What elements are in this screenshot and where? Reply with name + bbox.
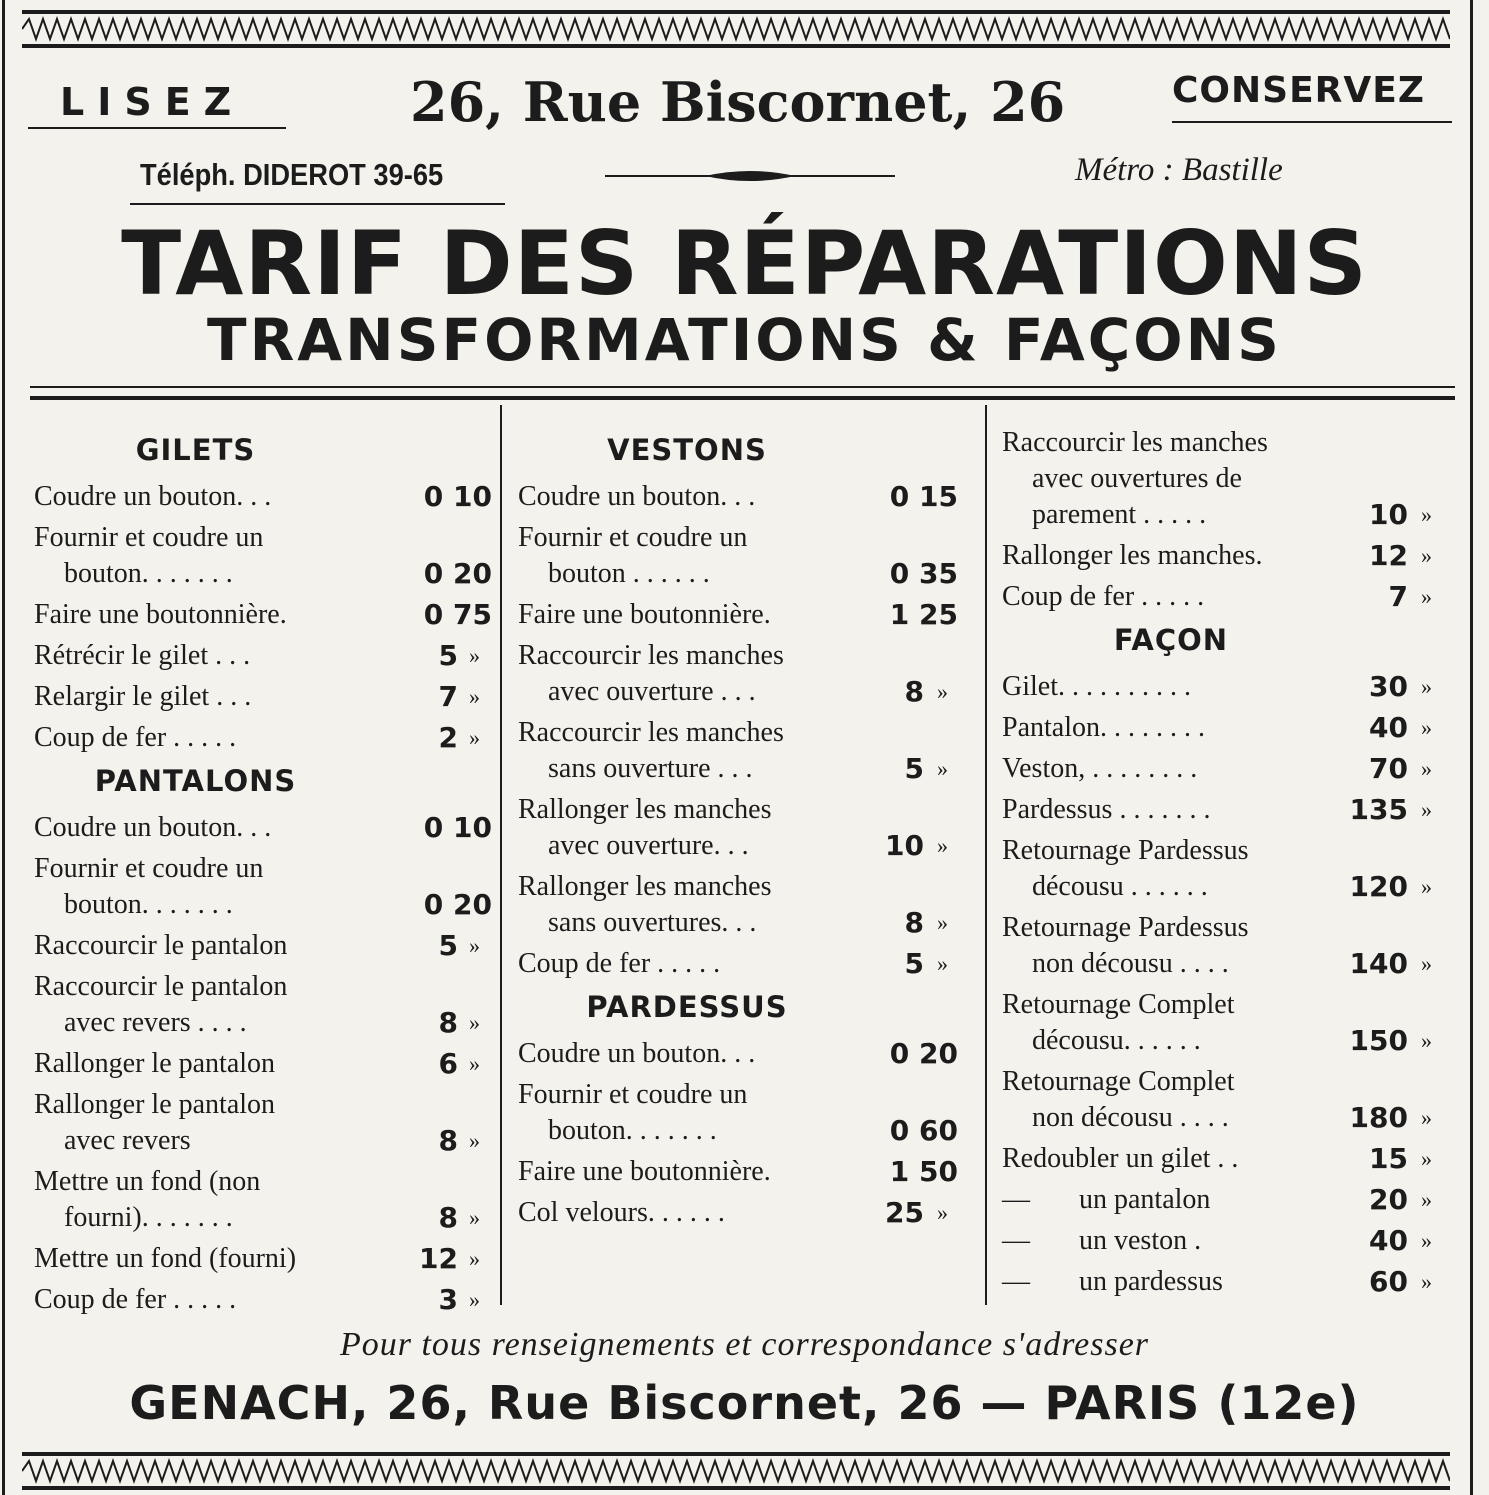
ditto-mark: » <box>469 1246 480 1271</box>
tariff-row <box>34 810 492 846</box>
description-line: Mettre un fond (non <box>34 1166 261 1197</box>
ditto-mark: » <box>937 1200 948 1225</box>
description-line: Retournage Pardessus <box>1002 835 1249 866</box>
description-line: Fournir et coudre un <box>518 1079 748 1110</box>
ditto-mark: » <box>1421 543 1432 568</box>
item-price: 70 <box>1369 752 1408 785</box>
ditto-mark: » <box>1421 951 1432 976</box>
ditto-mark: » <box>469 643 480 668</box>
item-price: 1 25 <box>889 598 958 631</box>
ditto-mark: » <box>469 1287 480 1312</box>
description-line: Coup de fer . . . . . <box>1002 581 1205 612</box>
description-line: — un pantalon <box>1002 1184 1211 1215</box>
description-line: Coup de fer . . . . . <box>518 948 721 979</box>
header-rule-bottom <box>30 396 1455 400</box>
description-line: Pantalon. . . . . . . . <box>1002 712 1205 743</box>
item-price: 8 <box>904 675 924 708</box>
main-title: TARIF DES RÉPARATIONS <box>121 212 1368 315</box>
item-price: 0 75 <box>423 598 492 631</box>
description-line: Rallonger le pantalon <box>34 1089 276 1120</box>
item-price: 25 <box>885 1196 924 1229</box>
ditto-mark: » <box>1421 674 1432 699</box>
ditto-mark: » <box>937 756 948 781</box>
telephone: Téléph. DIDEROT 39-65 <box>140 157 444 192</box>
ditto-mark: » <box>1421 1228 1432 1253</box>
ditto-mark: » <box>1421 1028 1432 1053</box>
header-address: 26, Rue Biscornet, 26 <box>410 70 1066 134</box>
description-line: bouton . . . . . . <box>548 558 710 589</box>
tariff-row <box>34 679 492 715</box>
tariff-row <box>518 1154 976 1190</box>
description-line: avec revers . . . . <box>64 1007 247 1038</box>
description-line: Relargir le gilet . . . <box>34 681 252 712</box>
bottom-zigzag-band <box>22 1450 1450 1492</box>
section-heading: VESTONS <box>607 433 767 467</box>
description-line: Fournir et coudre un <box>34 853 264 884</box>
description-line: Fournir et coudre un <box>518 522 748 553</box>
tariff-row <box>1002 833 1460 905</box>
description-line: avec revers <box>64 1125 191 1156</box>
description-line: Coup de fer . . . . . <box>34 1284 237 1315</box>
description-line: Raccourcir les manches <box>518 640 784 671</box>
tariff-row <box>518 1195 976 1231</box>
tariff-row <box>34 720 492 756</box>
description-line: décousu . . . . . . <box>1032 871 1208 902</box>
description-line: Retournage Complet <box>1002 1066 1235 1097</box>
ditto-mark: » <box>1421 1269 1432 1294</box>
description-line: non décousu . . . . <box>1032 1102 1229 1133</box>
tariff-row <box>518 1077 976 1149</box>
column-divider-1 <box>500 405 502 1305</box>
item-price: 0 10 <box>423 811 492 844</box>
ditto-mark: » <box>1421 756 1432 781</box>
item-price: 8 <box>438 1006 458 1039</box>
tariff-row <box>1002 669 1460 705</box>
tariff-row <box>34 1164 492 1236</box>
column-facon <box>1002 425 1460 1305</box>
description-line: parement . . . . . <box>1032 499 1207 530</box>
tariff-row <box>34 851 492 923</box>
section-heading: FAÇON <box>1113 623 1229 657</box>
ditto-mark: » <box>469 1010 480 1035</box>
ditto-mark: » <box>1421 584 1432 609</box>
tariff-row <box>34 928 492 964</box>
description-line: fourni). . . . . . . <box>64 1202 233 1233</box>
tariff-row <box>518 1036 976 1072</box>
description-line: Raccourcir les manches <box>1002 427 1268 458</box>
tariff-row <box>34 520 492 592</box>
description-line: Rétrécir le gilet . . . <box>34 640 251 671</box>
item-price: 140 <box>1349 947 1408 980</box>
item-price: 40 <box>1369 1224 1408 1257</box>
description-line: Faire une boutonnière. <box>518 599 771 630</box>
item-price: 150 <box>1349 1024 1408 1057</box>
conservez-underline <box>1172 121 1452 123</box>
footer-address: GENACH, 26, Rue Biscornet, 26 — PARIS (12e) <box>129 1376 1360 1430</box>
description-line: avec ouverture. . . <box>548 830 749 861</box>
lisez-underline <box>28 127 286 129</box>
item-price: 6 <box>438 1047 458 1080</box>
description-line: avec ouvertures de <box>1032 463 1242 494</box>
footer-contact-line: Pour tous renseignements et correspondance s'adresser <box>339 1326 1150 1363</box>
description-line: Mettre un fond (fourni) <box>34 1243 297 1274</box>
description-line: Gilet. . . . . . . . . . <box>1002 671 1191 702</box>
description-line: décousu. . . . . . <box>1032 1025 1201 1056</box>
description-line: Pardessus . . . . . . . <box>1002 794 1211 825</box>
ornament-divider <box>605 166 895 190</box>
tariff-row <box>1002 1064 1460 1136</box>
ditto-mark: » <box>937 679 948 704</box>
tariff-row <box>1002 425 1460 533</box>
ditto-mark: » <box>1421 874 1432 899</box>
item-price: 7 <box>1388 580 1408 613</box>
description-line: Veston, . . . . . . . . <box>1002 753 1198 784</box>
tariff-row <box>1002 579 1460 615</box>
column-divider-2 <box>985 405 987 1305</box>
tariff-row <box>1002 538 1460 574</box>
item-price: 10 <box>885 829 924 862</box>
item-price: 180 <box>1349 1101 1408 1134</box>
tariff-row <box>518 869 976 941</box>
item-price: 0 20 <box>423 557 492 590</box>
ditto-mark: » <box>469 725 480 750</box>
ditto-mark: » <box>469 933 480 958</box>
description-line: Coup de fer . . . . . <box>34 722 237 753</box>
ditto-mark: » <box>1421 1187 1432 1212</box>
conservez-label: CONSERVEZ <box>1172 70 1425 111</box>
tariff-row <box>34 638 492 674</box>
tariff-row <box>1002 1223 1460 1259</box>
description-line: Raccourcir le pantalon <box>34 971 288 1002</box>
item-price: 60 <box>1369 1265 1408 1298</box>
item-price: 7 <box>438 680 458 713</box>
column-vestons-pardessus <box>518 425 976 1236</box>
description-line: Raccourcir le pantalon <box>34 930 288 961</box>
item-price: 0 15 <box>889 480 958 513</box>
tariff-row <box>34 1046 492 1082</box>
header-rule-top <box>30 386 1455 388</box>
description-line: Retournage Complet <box>1002 989 1235 1020</box>
top-zigzag-band <box>22 8 1450 50</box>
ditto-mark: » <box>1421 715 1432 740</box>
item-price: 5 <box>438 929 458 962</box>
item-price: 5 <box>904 947 924 980</box>
column-gilets-pantalons <box>34 425 492 1323</box>
item-price: 5 <box>438 639 458 672</box>
ditto-mark: » <box>937 833 948 858</box>
tariff-row <box>518 597 976 633</box>
section-heading: PARDESSUS <box>586 990 788 1024</box>
tariff-row <box>1002 710 1460 746</box>
description-line: Coudre un bouton. . . <box>518 1038 756 1069</box>
item-price: 30 <box>1369 670 1408 703</box>
item-price: 8 <box>438 1124 458 1157</box>
ditto-mark: » <box>937 910 948 935</box>
telephone-underline <box>130 203 505 205</box>
item-price: 40 <box>1369 711 1408 744</box>
tariff-row <box>518 792 976 864</box>
ditto-mark: » <box>1421 1105 1432 1130</box>
item-price: 0 10 <box>423 480 492 513</box>
tariff-row <box>518 479 976 515</box>
ditto-mark: » <box>937 951 948 976</box>
item-price: 20 <box>1369 1183 1408 1216</box>
tariff-row <box>518 715 976 787</box>
tariff-row <box>1002 1182 1460 1218</box>
description-line: Coudre un bouton. . . <box>34 481 272 512</box>
description-line: Retournage Pardessus <box>1002 912 1249 943</box>
ditto-mark: » <box>1421 797 1432 822</box>
ditto-mark: » <box>469 1128 480 1153</box>
item-price: 15 <box>1369 1142 1408 1175</box>
tariff-row <box>1002 1141 1460 1177</box>
tariff-row <box>34 1087 492 1159</box>
metro-info: Métro : Bastille <box>1075 152 1283 188</box>
item-price: 8 <box>904 906 924 939</box>
description-line: — un pardessus <box>1002 1266 1223 1297</box>
tariff-row <box>1002 910 1460 982</box>
description-line: Redoubler un gilet . . <box>1002 1143 1239 1174</box>
item-price: 0 35 <box>889 557 958 590</box>
tariff-row <box>34 1241 492 1277</box>
item-price: 2 <box>438 721 458 754</box>
item-price: 5 <box>904 752 924 785</box>
description-line: Faire une boutonnière. <box>34 599 287 630</box>
description-line: Rallonger le pantalon <box>34 1048 276 1079</box>
item-price: 120 <box>1349 870 1408 903</box>
subtitle: TRANSFORMATIONS & FAÇONS <box>207 306 1282 374</box>
description-line: Coudre un bouton. . . <box>518 481 756 512</box>
section-heading: GILETS <box>135 433 256 467</box>
tariff-row <box>518 520 976 592</box>
description-line: Rallonger les manches. <box>1002 540 1263 571</box>
item-price: 1 50 <box>889 1155 958 1188</box>
tariff-row <box>518 946 976 982</box>
description-line: sans ouvertures. . . <box>548 907 757 938</box>
description-line: Rallonger les manches <box>518 871 772 902</box>
lisez-label: LISEZ <box>60 80 245 124</box>
description-line: Rallonger les manches <box>518 794 772 825</box>
tariff-row <box>34 479 492 515</box>
description-line: avec ouverture . . . <box>548 676 756 707</box>
item-price: 8 <box>438 1201 458 1234</box>
item-price: 10 <box>1369 498 1408 531</box>
ditto-mark: » <box>469 1051 480 1076</box>
description-line: non décousu . . . . <box>1032 948 1229 979</box>
tariff-row <box>1002 987 1460 1059</box>
description-line: bouton. . . . . . . <box>64 558 233 589</box>
description-line: Coudre un bouton. . . <box>34 812 272 843</box>
item-price: 0 20 <box>889 1037 958 1070</box>
tariff-row <box>34 597 492 633</box>
tariff-row <box>1002 1264 1460 1300</box>
description-line: Col velours. . . . . . <box>518 1197 725 1228</box>
description-line: bouton. . . . . . . <box>64 889 233 920</box>
tariff-row <box>34 969 492 1041</box>
description-line: Faire une boutonnière. <box>518 1156 771 1187</box>
item-price: 135 <box>1349 793 1408 826</box>
ditto-mark: » <box>469 684 480 709</box>
item-price: 12 <box>419 1242 458 1275</box>
description-line: bouton. . . . . . . <box>548 1115 717 1146</box>
ditto-mark: » <box>1421 502 1432 527</box>
tariff-row <box>1002 751 1460 787</box>
tariff-row <box>34 1282 492 1318</box>
item-price: 0 20 <box>423 888 492 921</box>
ditto-mark: » <box>469 1205 480 1230</box>
description-line: — un veston . <box>1002 1225 1202 1256</box>
item-price: 3 <box>438 1283 458 1316</box>
tariff-row <box>1002 792 1460 828</box>
description-line: Fournir et coudre un <box>34 522 264 553</box>
tariff-row <box>518 638 976 710</box>
description-line: sans ouverture . . . <box>548 753 753 784</box>
item-price: 12 <box>1369 539 1408 572</box>
section-heading: PANTALONS <box>94 764 297 798</box>
ditto-mark: » <box>1421 1146 1432 1171</box>
item-price: 0 60 <box>889 1114 958 1147</box>
description-line: Raccourcir les manches <box>518 717 784 748</box>
